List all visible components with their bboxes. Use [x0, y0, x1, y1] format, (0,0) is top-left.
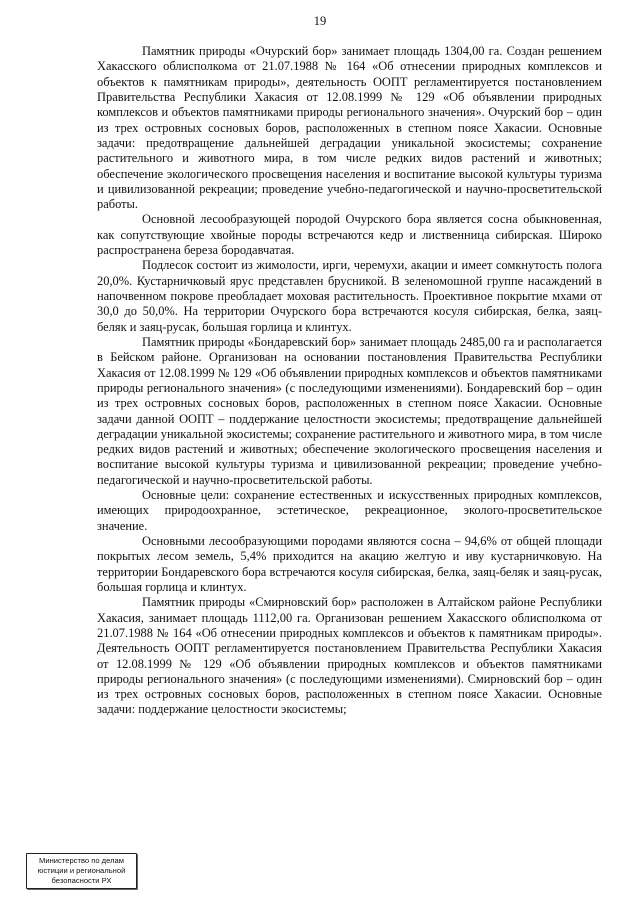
paragraph-bondarevsky-trees: Основными лесообразующими породами являются сосна – 94,6% от общей площади покрытых лесом земель, 5,4% приходится на акацию желтую и иву кустарничковую. На территории Бондаревского бора встречаются косуля сибирская, белка, заяц-беляк и заяц-русак, большая горлица и клинтух. [97, 534, 602, 594]
paragraph-bondarevsky-goals: Основные цели: сохранение естественных и искусственных природных комплексов, имеющих природоохранное, эстетическое, рекреационное, эколого-просветительское значение. [97, 488, 602, 533]
stamp-line: безопасности РХ [51, 876, 112, 885]
paragraph-bondarevsky-bor: Памятник природы «Бондаревский бор» занимает площадь 2485,00 га и располагается в Бейском районе. Организован на основании постановления Правительства Республики Хакасия от 12.08.1999 № 129 «Об объявлении природных комплексов и объектов памятниками природы регионального значения» (с последующими изменениями). Бондаревский бор – один из трех островных сосновых боров, расположенных в степном поясе Хакасии. Основные задачи данной ООПТ – поддержание целостности экосистемы; предотвращение дальнейшей деградации уникальной экосистемы; сохранение растительного и животного мира, в том числе редких видов растений и животных; обеспечение экологического просвещения населения и воспитание высокой культуры туризма и цивилизованной рекреации; проведение учебно-педагогической и научно-просветительской работы. [97, 334, 602, 487]
stamp-line: юстиции и региональной [37, 866, 126, 875]
paragraph-ochursky-trees: Основной лесообразующей породой Очурского бора является сосна обыкновенная, как сопутствующие хвойные породы встречаются кедр и лиственница сибирская. Широко распространена береза бородавчатая. [97, 212, 602, 258]
ministry-stamp [26, 853, 137, 889]
page-number: 19 [313, 14, 327, 28]
document-body [97, 44, 602, 718]
paragraph-smirnovsky-bor: Памятник природы «Смирновский бор» расположен в Алтайском районе Республики Хакасия, занимает площадь 1112,00 га. Организован решением Хакасского облисполкома от 21.07.1988 № 164 «Об отнесении природных комплексов и объектов к памятникам природы». Деятельность ООПТ регламентируется постановлением Правительства Республики Хакасия от 12.08.1999 № 129 «Об объявлении природных комплексов и объектов памятниками природы регионального значения» (с последующими изменениями). Смирновский бор – один из трех островных сосновых боров, расположенных в степном поясе Хакасии. Основные задачи: поддержание целостности экосистемы; [97, 595, 602, 717]
stamp-line: Министерство по делам [39, 856, 124, 865]
paragraph-ochursky-bor: Памятник природы «Очурский бор» занимает площадь 1304,00 га. Создан решением Хакасского облисполкома от 21.07.1988 № 164 «Об отнесении природных комплексов и объектов к памятникам природы», деятельность ООПТ регламентируется постановлением Правительства Республики Хакасия от 12.08.1999 № 129 «Об объявлении природных комплексов и объектов памятниками природы регионального значения». Очурский бор – один из трех островных сосновых боров, расположенных в степном поясе Хакасии. Основные задачи: предотвращение дальнейшей деградации уникальной экосистемы; сохранение растительного и животного мира, в том числе редких видов растений и животных; обеспечение экологического просвещения населения и воспитание высокой культуры туризма и цивилизованной рекреации; проведение учебно-педагогической и научно-просветительской работы. [97, 44, 602, 212]
paragraph-ochursky-undergrowth: Подлесок состоит из жимолости, ирги, черемухи, акации и имеет сомкнутость полога 20,0%. Кустарничковый ярус представлен брусникой. В зеленомошной группе насаждений в напочвенном покрове преобладает моховая растительность. Проективное покрытие мхами от 30,0 до 50,0%. На территории Очурского бора встречаются косуля сибирская, белка, заяц-беляк и заяц-русак, большая горлица и клинтух. [97, 258, 602, 334]
